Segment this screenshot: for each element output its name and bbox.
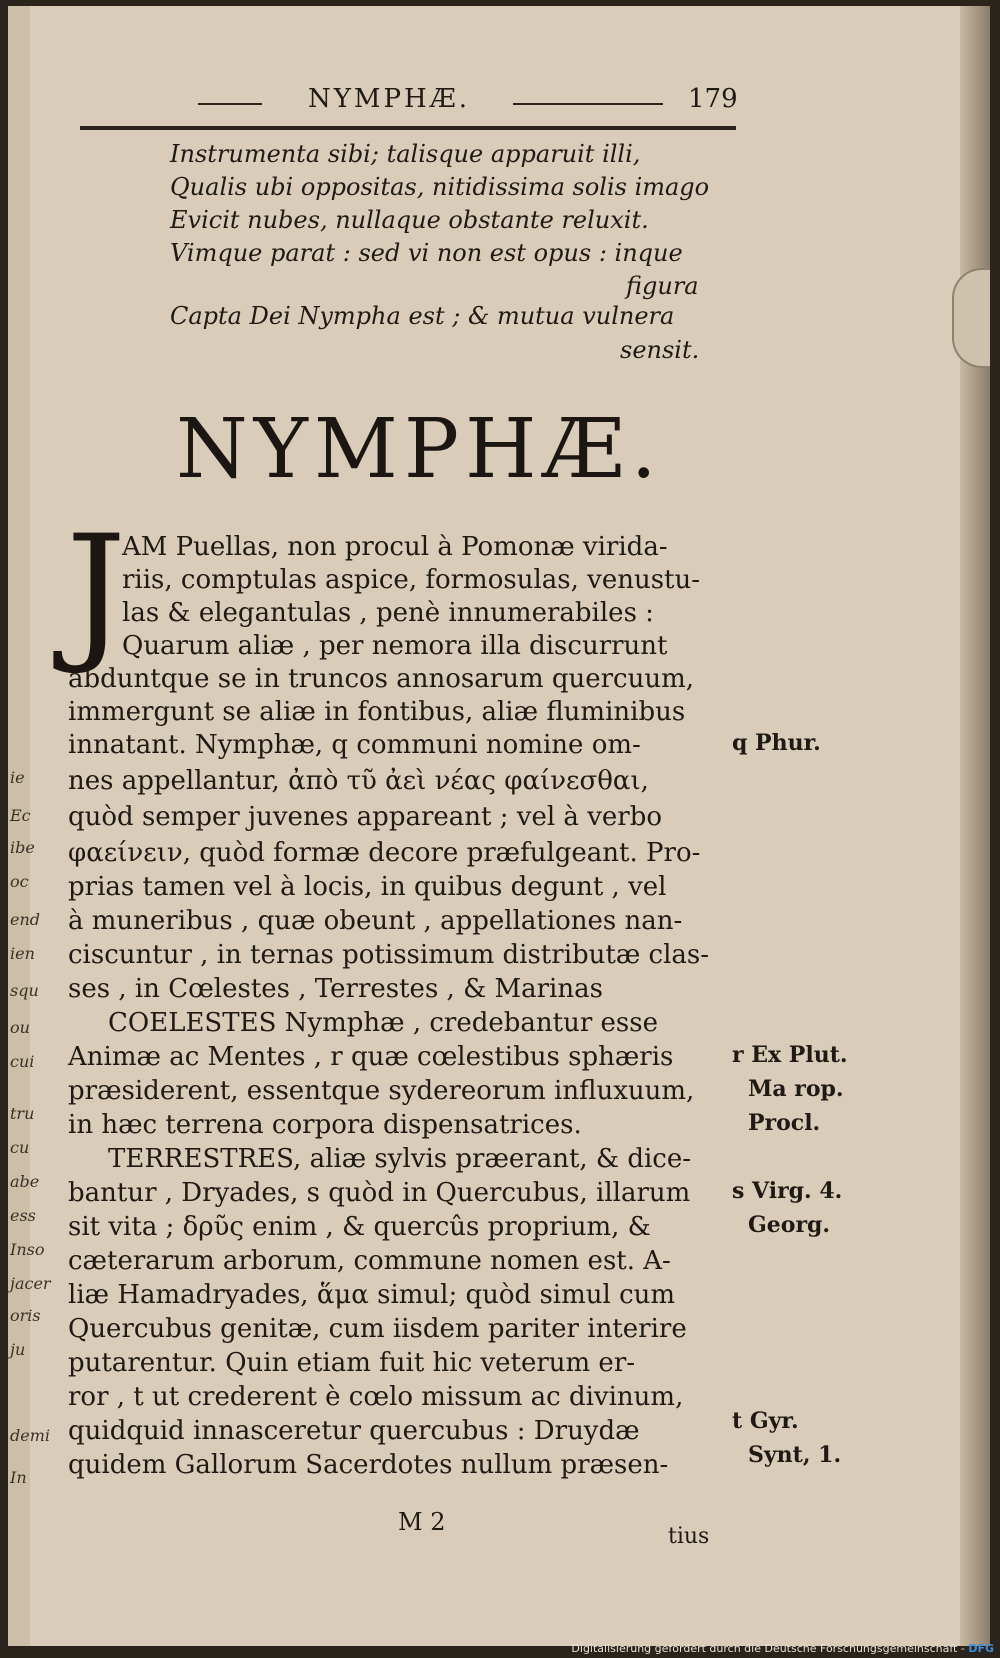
header-rule [80,126,736,130]
body-line: φαείνειν, quòd formæ decore præfulgeant. Pro- [68,838,701,868]
left-fragment: abe [10,1172,40,1191]
left-fragment: end [10,910,41,929]
body-line: AM Puellas, non procul à Pomonæ virida- [122,532,668,562]
left-fragment: tru [10,1104,35,1123]
left-fragment: ou [10,1018,30,1037]
verse-line: Capta Dei Nympha est ; & mutua vulnera [170,302,675,330]
body-line: liæ Hamadryades, ἅμα simul; quòd simul cum [68,1280,676,1310]
verse-line: figura [626,272,699,300]
left-fragment: ien [10,944,35,963]
body-line: Quarum aliæ , per nemora illa discurrunt [122,631,668,661]
left-fragment: oc [10,872,29,891]
left-fragment: jacer [10,1274,51,1293]
body-line: quòd semper juvenes appareant ; vel à verbo [68,802,662,832]
body-line: ciscuntur , in ternas potissimum distributæ clas- [68,940,710,970]
body-line: Animæ ac Mentes , r quæ cœlestibus sphæris [68,1042,674,1072]
body-line: ses , in Cœlestes , Terrestes , & Marinas [68,974,603,1004]
verse-line: Instrumenta sibi; talisque apparuit illi, [170,140,641,168]
catchword: tius [668,1524,710,1549]
body-line: riis, comptulas aspice, formosulas, venustu- [122,565,701,595]
left-fragment: Ec [10,806,31,825]
margin-note: q Phur. [732,730,821,756]
section-title: NYMPHÆ. [176,402,663,497]
verse-line: Qualis ubi oppositas, nitidissima solis imago [170,173,710,201]
body-line: cæterarum arborum, commune nomen est. A- [68,1246,671,1276]
body-line: Quercubus genitæ, cum iisdem pariter interire [68,1314,687,1344]
verse-line: Vimque parat : sed vi non est opus : inque [170,239,683,267]
left-fragment: demi [10,1426,50,1445]
body-line: quidem Gallorum Sacerdotes nullum præsen- [68,1450,669,1480]
margin-note: Synt, 1. [748,1442,842,1468]
body-line: putarentur. Quin etiam fuit hic veterum er- [68,1348,636,1378]
verse-line: Evicit nubes, nullaque obstante reluxit. [170,206,649,234]
margin-note: Ma rop. [748,1076,844,1102]
left-fragment: ie [10,768,25,787]
verse-line: sensit. [620,336,700,364]
left-fragment: oris [10,1306,41,1325]
body-line: las & elegantulas , penè innumerabiles : [122,598,654,628]
page-edge-shadow [960,6,990,1646]
body-line: innatant. Nymphæ, q communi nomine om- [68,730,641,760]
facing-page-edge [8,6,51,1646]
left-fragment: In [10,1468,27,1487]
margin-note: Procl. [748,1110,821,1136]
margin-note: t Gyr. [732,1408,799,1434]
body-line: quidquid innasceretur quercubus : Druydæ [68,1416,640,1446]
page-number: 179 [688,84,738,114]
left-fragment: Inso [10,1240,45,1259]
body-line: abduntque se in truncos annosarum quercuum, [68,664,695,694]
body-line: nes appellantur, ἀπὸ τῦ ἀεὶ νέας φαίνεσθαι, [68,766,649,796]
left-fragment: ibe [10,838,35,857]
drop-cap: J [66,504,127,678]
signature-mark: M 2 [398,1508,446,1536]
body-line: prias tamen vel à locis, in quibus degunt , vel [68,872,667,902]
body-line: TERRESTRES, aliæ sylvis præerant, & dice- [108,1144,692,1174]
running-head: NYMPHÆ. [308,84,470,114]
body-line: COELESTES Nymphæ , credebantur esse [108,1008,658,1038]
body-line: immergunt se aliæ in fontibus, aliæ fluminibus [68,697,686,727]
body-line: in hæc terrena corpora dispensatrices. [68,1110,582,1140]
header-dash [513,103,663,105]
body-line: sit vita ; δρῦς enim , & quercûs proprium, & [68,1212,651,1242]
clasp-ornament [952,268,990,368]
left-fragment: cu [10,1138,30,1157]
digitization-credit [571,1642,994,1655]
left-fragment: squ [10,981,39,1000]
margin-note: s Virg. 4. [732,1178,843,1204]
left-fragment: ess [10,1206,36,1225]
margin-note: Georg. [748,1212,831,1238]
dfg-logo: DFG [968,1642,994,1655]
margin-note: r Ex Plut. [732,1042,848,1068]
body-line: ror , t ut crederent è cœlo missum ac divinum, [68,1382,684,1412]
credit-text: Digitalisierung gefördert durch die Deutsche Forschungsgemeinschaft - [571,1642,965,1655]
book-page [8,6,990,1646]
body-line: præsiderent, essentque sydereorum influxuum, [68,1076,695,1106]
body-line: bantur , Dryades, s quòd in Quercubus, illarum [68,1178,691,1208]
body-line: à muneribus , quæ obeunt , appellationes nan- [68,906,683,936]
header-dash [198,103,262,105]
left-fragment: ju [10,1340,26,1359]
left-fragment: cui [10,1052,35,1071]
